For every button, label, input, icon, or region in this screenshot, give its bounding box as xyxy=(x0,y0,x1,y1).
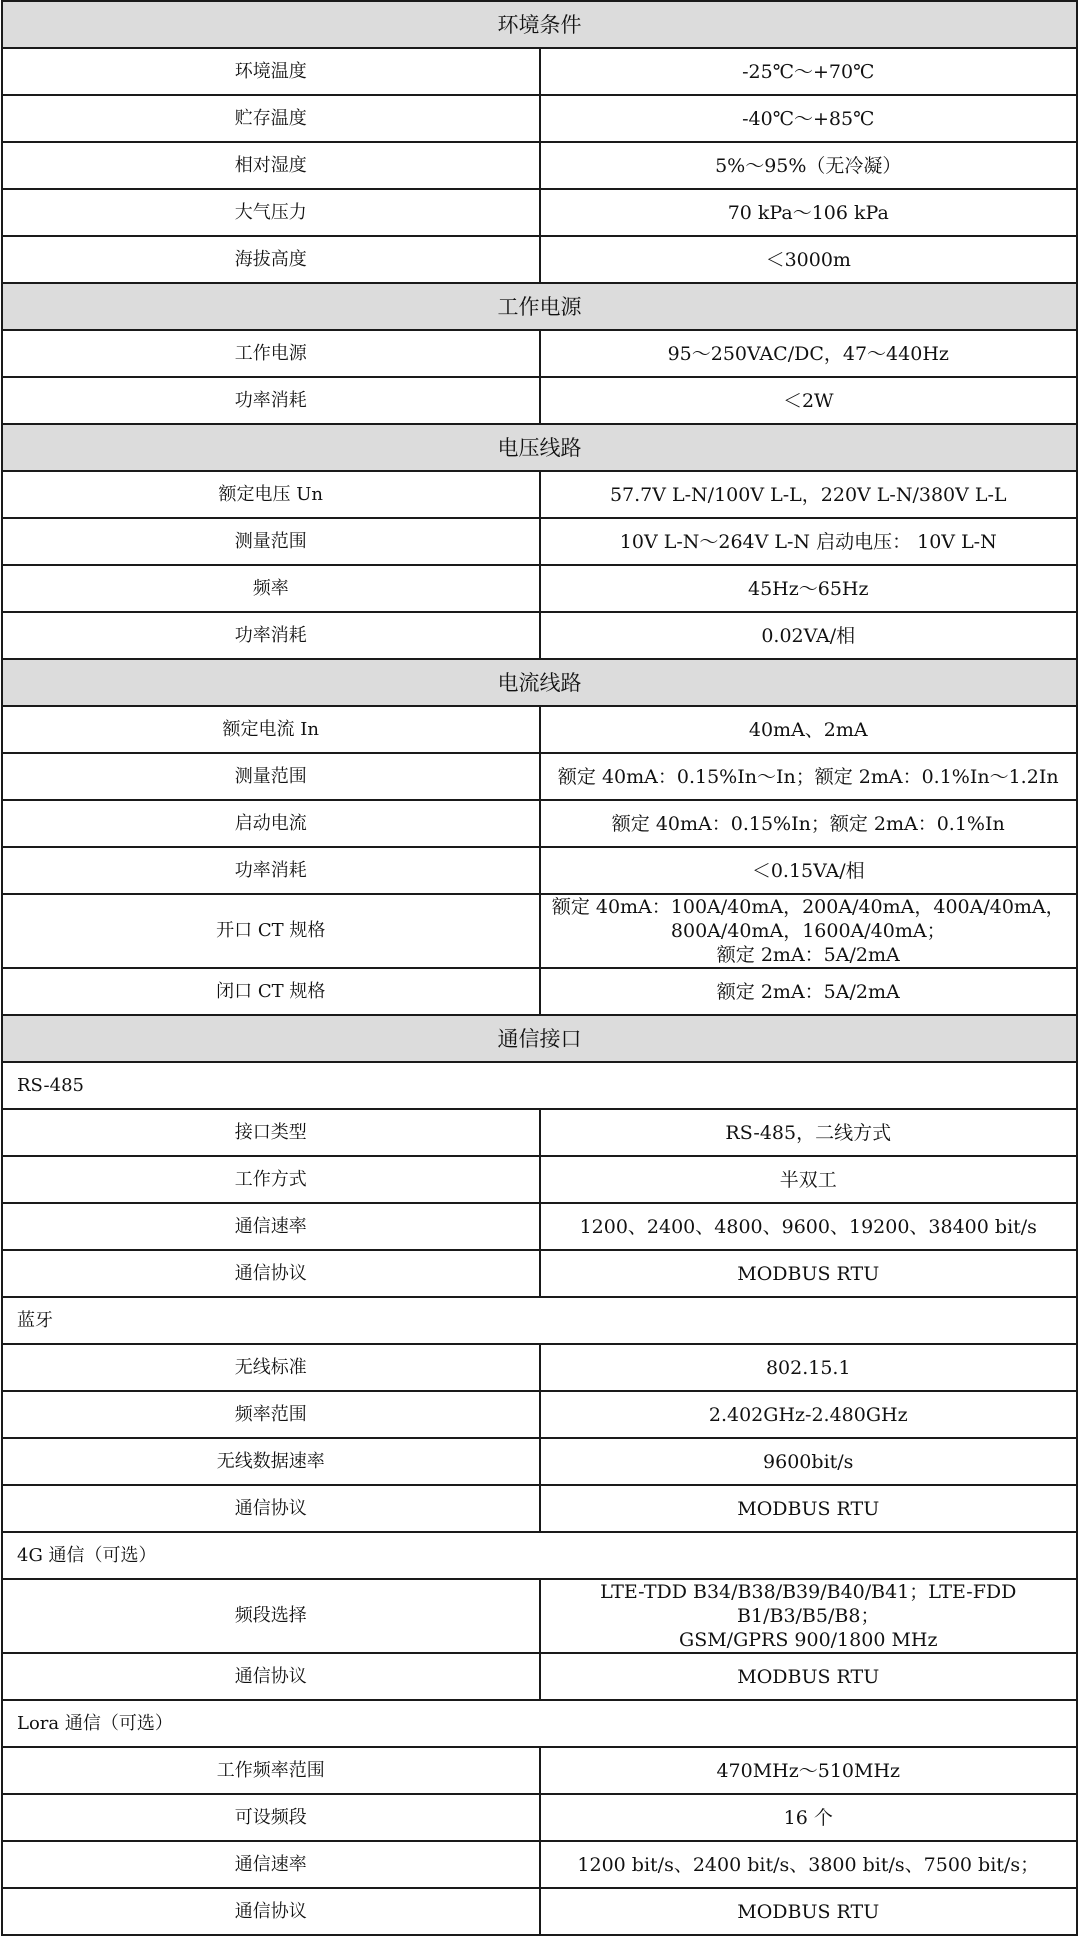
spec-label: 功率消耗 xyxy=(2,847,540,894)
spec-row xyxy=(2,518,1077,565)
spec-value xyxy=(540,142,1078,189)
spec-value-line: 5%～95%（无冷凝） xyxy=(715,154,902,177)
spec-label: 功率消耗 xyxy=(2,612,540,659)
spec-row xyxy=(2,1653,1077,1700)
spec-value xyxy=(540,1438,1078,1485)
spec-label: 闭口 CT 规格 xyxy=(2,968,540,1015)
spec-label: 通信协议 xyxy=(2,1485,540,1532)
spec-value xyxy=(540,48,1078,95)
spec-row xyxy=(2,95,1077,142)
spec-value xyxy=(540,1888,1078,1935)
spec-label: 功率消耗 xyxy=(2,377,540,424)
spec-value-line: 0.02VA/相 xyxy=(761,624,856,647)
subsection-header xyxy=(2,1532,1077,1579)
spec-value xyxy=(540,1203,1078,1250)
spec-value-line: 45Hz～65Hz xyxy=(747,577,869,600)
spec-value-line: -25℃～+70℃ xyxy=(742,60,875,83)
spec-value-line: 57.7V L-N/100V L-L，220V L-N/380V L-L xyxy=(609,483,1007,506)
spec-value xyxy=(540,753,1078,800)
spec-row xyxy=(2,1841,1077,1888)
subsection-title: RS-485 xyxy=(2,1062,1077,1109)
spec-value-line: MODBUS RTU xyxy=(737,1900,880,1923)
spec-value-line: 40mA、2mA xyxy=(748,718,868,741)
subsection-header xyxy=(2,1700,1077,1747)
spec-row xyxy=(2,706,1077,753)
spec-value-line: -40℃～+85℃ xyxy=(742,107,875,130)
spec-label: 无线标准 xyxy=(2,1344,540,1391)
spec-value-line: 额定 40mA：0.15%In；额定 2mA：0.1%In xyxy=(611,812,1005,835)
spec-label: 大气压力 xyxy=(2,189,540,236)
spec-label: 相对湿度 xyxy=(2,142,540,189)
spec-row xyxy=(2,1156,1077,1203)
spec-value xyxy=(540,471,1078,518)
spec-row xyxy=(2,1485,1077,1532)
spec-value xyxy=(540,518,1078,565)
spec-value xyxy=(540,95,1078,142)
spec-value-line: 1200 bit/s、2400 bit/s、3800 bit/s、7500 bit/s； xyxy=(577,1853,1040,1876)
section-header xyxy=(2,659,1077,706)
spec-value-line: 半双工 xyxy=(779,1168,837,1191)
spec-label: 开口 CT 规格 xyxy=(2,894,540,968)
spec-label: 海拔高度 xyxy=(2,236,540,283)
spec-value xyxy=(540,894,1078,968)
subsection-header xyxy=(2,1297,1077,1344)
spec-value xyxy=(540,612,1078,659)
spec-row xyxy=(2,1203,1077,1250)
subsection-title: 蓝牙 xyxy=(2,1297,1077,1344)
spec-value xyxy=(540,565,1078,612)
spec-label: 工作方式 xyxy=(2,1156,540,1203)
spec-row xyxy=(2,1344,1077,1391)
spec-value-line: 2.402GHz-2.480GHz xyxy=(708,1403,908,1426)
spec-row xyxy=(2,800,1077,847)
spec-row xyxy=(2,1579,1077,1653)
spec-value-line: 10V L-N～264V L-N 启动电压： 10V L-N xyxy=(619,530,997,553)
spec-row xyxy=(2,612,1077,659)
section-title: 环境条件 xyxy=(2,1,1077,48)
spec-value-line: 470MHz～510MHz xyxy=(716,1759,901,1782)
spec-row xyxy=(2,142,1077,189)
spec-label: 工作频率范围 xyxy=(2,1747,540,1794)
spec-label: 频率 xyxy=(2,565,540,612)
spec-value-line: LTE-TDD B34/B38/B39/B40/B41；LTE-FDD B1/B3/B5/B8； xyxy=(600,1581,1017,1627)
spec-label: 通信协议 xyxy=(2,1250,540,1297)
spec-value xyxy=(540,1344,1078,1391)
spec-label: 测量范围 xyxy=(2,518,540,565)
spec-value xyxy=(540,1747,1078,1794)
spec-row xyxy=(2,377,1077,424)
spec-value-line: 802.15.1 xyxy=(765,1356,851,1379)
spec-value-line: 额定 2mA：5A/2mA xyxy=(716,980,900,1003)
spec-label: 测量范围 xyxy=(2,753,540,800)
section-title: 电流线路 xyxy=(2,659,1077,706)
spec-value-line: 70 kPa～106 kPa xyxy=(727,201,889,224)
spec-row xyxy=(2,1250,1077,1297)
spec-value-line: 16 个 xyxy=(783,1806,833,1829)
spec-value xyxy=(540,1485,1078,1532)
spec-value xyxy=(540,847,1078,894)
spec-label: 通信协议 xyxy=(2,1888,540,1935)
spec-value xyxy=(540,1250,1078,1297)
spec-value xyxy=(540,706,1078,753)
spec-value-line: 额定 40mA：0.15%In～In；额定 2mA：0.1%In～1.2In xyxy=(557,765,1059,788)
spec-value-line: ＜2W xyxy=(782,389,834,412)
spec-value-line: MODBUS RTU xyxy=(737,1497,880,1520)
spec-value-line: MODBUS RTU xyxy=(737,1665,880,1688)
spec-table-body xyxy=(2,1,1077,1935)
spec-row xyxy=(2,236,1077,283)
section-title: 工作电源 xyxy=(2,283,1077,330)
spec-value xyxy=(540,330,1078,377)
spec-row xyxy=(2,189,1077,236)
spec-row xyxy=(2,968,1077,1015)
spec-label: 环境温度 xyxy=(2,48,540,95)
section-header xyxy=(2,1,1077,48)
section-title: 通信接口 xyxy=(2,1015,1077,1062)
spec-row xyxy=(2,1888,1077,1935)
spec-value-line: ＜0.15VA/相 xyxy=(751,859,865,882)
subsection-title: Lora 通信（可选） xyxy=(2,1700,1077,1747)
spec-label: 额定电流 In xyxy=(2,706,540,753)
spec-row xyxy=(2,1109,1077,1156)
spec-label: 可设频段 xyxy=(2,1794,540,1841)
spec-label: 通信速率 xyxy=(2,1841,540,1888)
spec-row xyxy=(2,471,1077,518)
subsection-header xyxy=(2,1062,1077,1109)
spec-value-line: 额定 40mA：100A/40mA，200A/40mA，400A/40mA，800A/40mA，1600A/40mA； xyxy=(551,896,1065,942)
spec-row xyxy=(2,1747,1077,1794)
spec-value xyxy=(540,1653,1078,1700)
spec-value xyxy=(540,1794,1078,1841)
spec-label: 通信协议 xyxy=(2,1653,540,1700)
section-header xyxy=(2,1015,1077,1062)
spec-value xyxy=(540,1391,1078,1438)
spec-label: 工作电源 xyxy=(2,330,540,377)
spec-label: 频率范围 xyxy=(2,1391,540,1438)
spec-value-line: 额定 2mA：5A/2mA xyxy=(716,944,900,966)
spec-label: 额定电压 Un xyxy=(2,471,540,518)
spec-value xyxy=(540,800,1078,847)
spec-row xyxy=(2,1438,1077,1485)
spec-value-line: RS-485，二线方式 xyxy=(725,1121,892,1144)
spec-value-line: 1200、2400、4800、9600、19200、38400 bit/s xyxy=(579,1215,1037,1238)
spec-label: 贮存温度 xyxy=(2,95,540,142)
spec-value xyxy=(540,1156,1078,1203)
spec-row xyxy=(2,565,1077,612)
spec-table xyxy=(1,0,1078,1936)
section-title: 电压线路 xyxy=(2,424,1077,471)
spec-row xyxy=(2,753,1077,800)
subsection-title: 4G 通信（可选） xyxy=(2,1532,1077,1579)
spec-value-line: MODBUS RTU xyxy=(737,1262,880,1285)
spec-value xyxy=(540,189,1078,236)
spec-row xyxy=(2,330,1077,377)
spec-row xyxy=(2,48,1077,95)
section-header xyxy=(2,283,1077,330)
spec-row xyxy=(2,847,1077,894)
spec-value xyxy=(540,1841,1078,1888)
spec-value-line: ＜3000m xyxy=(765,248,851,271)
spec-label: 通信速率 xyxy=(2,1203,540,1250)
spec-value-line: 95～250VAC/DC，47～440Hz xyxy=(667,342,949,365)
spec-value xyxy=(540,968,1078,1015)
spec-value-line: GSM/GPRS 900/1800 MHz xyxy=(679,1629,938,1651)
spec-row xyxy=(2,1391,1077,1438)
spec-row xyxy=(2,894,1077,968)
spec-value xyxy=(540,1579,1078,1653)
spec-value-line: 9600bit/s xyxy=(763,1450,854,1473)
spec-row xyxy=(2,1794,1077,1841)
spec-label: 接口类型 xyxy=(2,1109,540,1156)
spec-label: 无线数据速率 xyxy=(2,1438,540,1485)
spec-value xyxy=(540,1109,1078,1156)
spec-value xyxy=(540,377,1078,424)
spec-label: 启动电流 xyxy=(2,800,540,847)
section-header xyxy=(2,424,1077,471)
spec-value xyxy=(540,236,1078,283)
spec-label: 频段选择 xyxy=(2,1579,540,1653)
